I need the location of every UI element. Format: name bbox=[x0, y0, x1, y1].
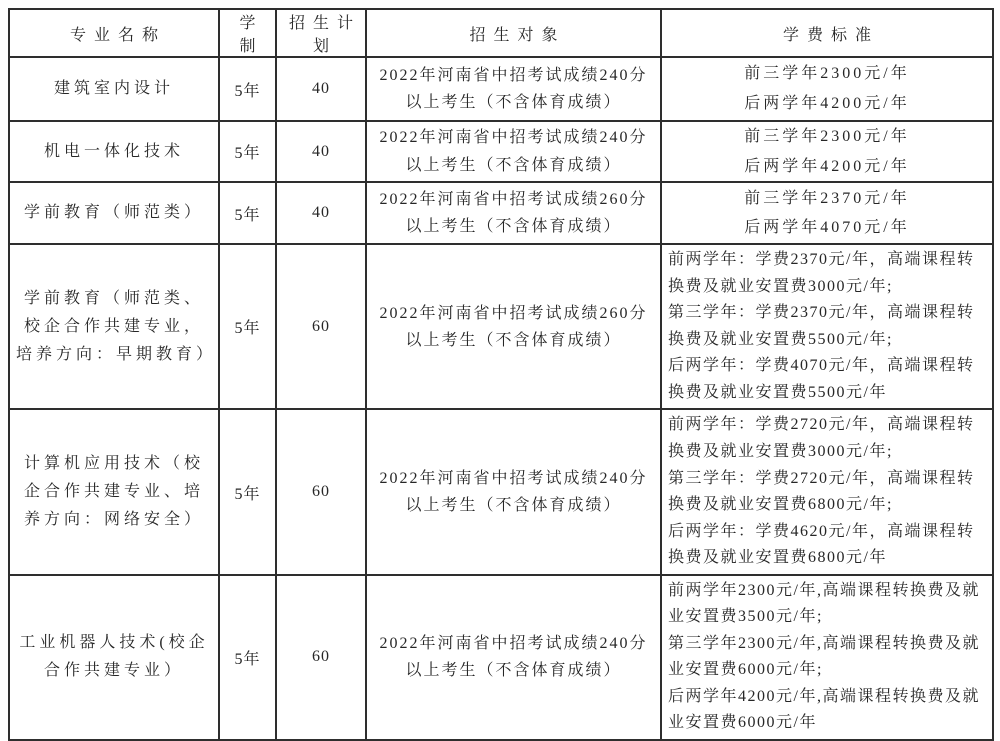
tuition-line: 前三学年2300元/年 bbox=[744, 128, 910, 145]
cell-target: 2022年河南省中招考试成绩260分以上考生（不含体育成绩） bbox=[366, 182, 661, 244]
tuition-line: 第三学年2300元/年,高端课程转换费及就业安置费6000元/年; bbox=[668, 634, 980, 679]
cell-major: 学前教育（师范类） bbox=[9, 182, 219, 244]
cell-duration: 5年 bbox=[219, 182, 276, 244]
cell-duration: 5年 bbox=[219, 409, 276, 574]
tuition-line: 前两学年2300元/年,高端课程转换费及就业安置费3500元/年; bbox=[668, 581, 980, 626]
cell-target: 2022年河南省中招考试成绩240分以上考生（不含体育成绩） bbox=[366, 57, 661, 121]
cell-target: 2022年河南省中招考试成绩240分以上考生（不含体育成绩） bbox=[366, 121, 661, 182]
tuition-line: 后两学年4070元/年 bbox=[744, 219, 910, 237]
cell-major: 计算机应用技术（校企合作共建专业、培养方向：网络安全） bbox=[9, 409, 219, 574]
header-cell-duration: 学制 bbox=[219, 9, 276, 57]
tuition-line: 前三学年2370元/年 bbox=[744, 189, 910, 207]
tuition-line: 后两学年：学费4070元/年，高端课程转换费及就业安置费5500元/年 bbox=[668, 357, 975, 401]
cell-tuition bbox=[661, 57, 993, 121]
admissions-table bbox=[8, 8, 994, 741]
tuition-line: 后两学年4200元/年 bbox=[744, 95, 910, 112]
cell-target: 2022年河南省中招考试成绩240分以上考生（不含体育成绩） bbox=[366, 575, 661, 740]
cell-plan: 60 bbox=[276, 575, 366, 740]
cell-plan: 60 bbox=[276, 244, 366, 409]
cell-tuition bbox=[661, 182, 993, 244]
table-row bbox=[9, 182, 993, 244]
cell-major: 建筑室内设计 bbox=[9, 57, 219, 121]
cell-duration: 5年 bbox=[219, 57, 276, 121]
tuition-line: 后两学年：学费4620元/年，高端课程转换费及就业安置费6800元/年 bbox=[668, 522, 975, 567]
cell-major: 学前教育（师范类、校企合作共建专业，培养方向：早期教育） bbox=[9, 244, 219, 409]
header-cell-target: 招生对象 bbox=[366, 9, 661, 57]
table-row bbox=[9, 575, 993, 740]
tuition-line: 第三学年：学费2370元/年，高端课程转换费及就业安置费5500元/年; bbox=[668, 304, 975, 348]
table-row bbox=[9, 409, 993, 574]
table-row bbox=[9, 121, 993, 182]
tuition-line: 后两学年4200元/年,高端课程转换费及就业安置费6000元/年 bbox=[668, 687, 980, 732]
cell-target: 2022年河南省中招考试成绩240分以上考生（不含体育成绩） bbox=[366, 409, 661, 574]
cell-tuition bbox=[661, 409, 993, 574]
header-cell-tuition: 学费标准 bbox=[661, 9, 993, 57]
table-row bbox=[9, 57, 993, 121]
cell-plan: 40 bbox=[276, 182, 366, 244]
cell-target: 2022年河南省中招考试成绩260分以上考生（不含体育成绩） bbox=[366, 244, 661, 409]
header-cell-major: 专业名称 bbox=[9, 9, 219, 57]
cell-plan: 40 bbox=[276, 57, 366, 121]
cell-duration: 5年 bbox=[219, 244, 276, 409]
cell-tuition bbox=[661, 244, 993, 409]
header-cell-plan: 招生计划 bbox=[276, 9, 366, 57]
cell-major: 机电一体化技术 bbox=[9, 121, 219, 182]
cell-tuition bbox=[661, 575, 993, 740]
cell-duration: 5年 bbox=[219, 575, 276, 740]
cell-tuition bbox=[661, 121, 993, 182]
tuition-line: 前两学年：学费2370元/年，高端课程转换费及就业安置费3000元/年; bbox=[668, 251, 975, 295]
tuition-line: 前两学年：学费2720元/年，高端课程转换费及就业安置费3000元/年; bbox=[668, 416, 975, 461]
cell-major: 工业机器人技术(校企合作共建专业） bbox=[9, 575, 219, 740]
tuition-line: 后两学年4200元/年 bbox=[744, 157, 910, 175]
cell-plan: 60 bbox=[276, 409, 366, 574]
tuition-line: 前三学年2300元/年 bbox=[744, 65, 910, 83]
header-row bbox=[9, 9, 993, 57]
cell-duration: 5年 bbox=[219, 121, 276, 182]
tuition-line: 第三学年：学费2720元/年，高端课程转换费及就业安置费6800元/年; bbox=[668, 469, 975, 514]
cell-plan: 40 bbox=[276, 121, 366, 182]
table-row bbox=[9, 244, 993, 409]
